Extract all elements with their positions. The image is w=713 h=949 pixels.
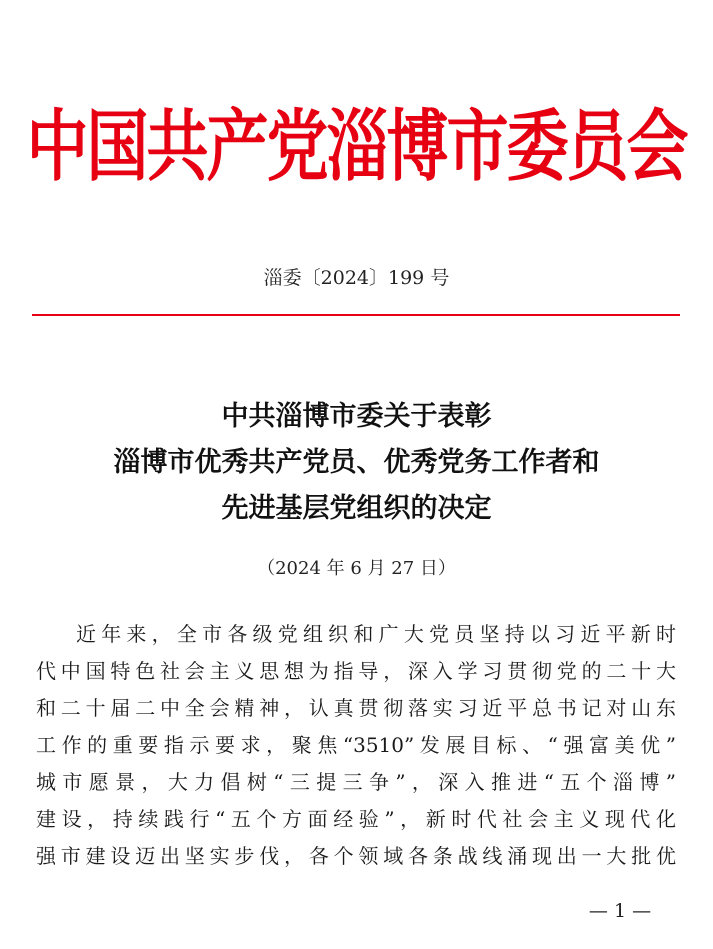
document-title: [0, 394, 713, 532]
red-divider-line: [32, 314, 680, 316]
body-line-6: 建设，持续践行“五个方面经验”，新时代社会主义现代化: [36, 807, 676, 831]
body-line-2: 代中国特色社会主义思想为指导，深入学习贯彻党的二十大: [36, 659, 676, 683]
body-paragraph: [36, 616, 676, 875]
title-line-2: 淄博市优秀共产党员、优秀党务工作者和: [113, 447, 600, 478]
body-line-5: 城市愿景，大力倡树“三提三争”，深入推进“五个淄博”: [36, 770, 676, 794]
body-line-7: 强市建设迈出坚实步伐，各个领域各条战线涌现出一大批优: [36, 844, 676, 868]
body-line-4: 工作的重要指示要求，聚焦“3510”发展目标、“强富美优”: [36, 733, 676, 757]
masthead-title: 中国共产党淄博市委员会: [26, 100, 687, 192]
page-number: — 1 —: [588, 900, 652, 922]
document-number: 淄委〔2024〕199 号: [263, 267, 450, 289]
title-line-1: 中共淄博市委关于表彰: [221, 401, 492, 432]
body-line-3: 和二十届二中全会精神，认真贯彻落实习近平总书记对山东: [36, 696, 676, 720]
body-line-1: 近年来，全市各级党组织和广大党员坚持以习近平新时: [76, 622, 676, 646]
document-date: （2024 年 6 月 27 日）: [257, 558, 456, 579]
title-line-3: 先进基层党组织的决定: [221, 493, 492, 524]
